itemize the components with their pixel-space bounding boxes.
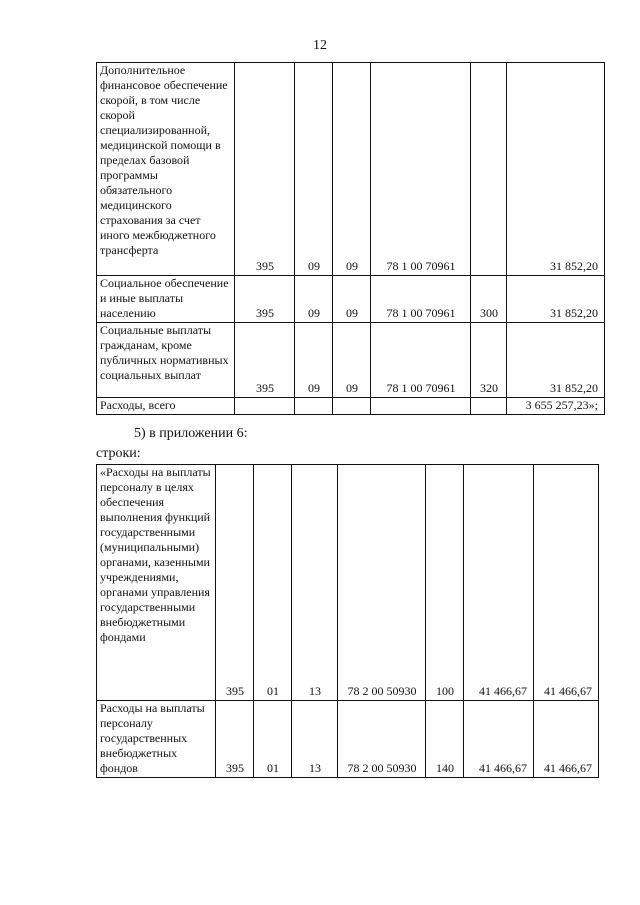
admin-code-cell: 395 <box>216 465 254 701</box>
table-row <box>97 398 605 415</box>
table-row <box>97 63 605 276</box>
target-article-cell: 78 2 00 50930 <box>338 701 426 778</box>
target-article-cell: 78 1 00 70961 <box>371 276 471 323</box>
row-name-cell: Социальное обеспечение и иные выплаты населению <box>97 276 235 323</box>
row-name-cell: Расходы на выплаты персоналу государственных внебюджетных фондов <box>97 701 216 778</box>
target-article-cell: 78 1 00 70961 <box>371 323 471 398</box>
subsection-code-cell <box>333 398 371 415</box>
row-name-cell: Социальные выплаты гражданам, кроме публичных нормативных социальных выплат <box>97 323 235 398</box>
subsection-code-cell: 09 <box>333 276 371 323</box>
budget-table-2 <box>96 464 599 778</box>
section-subheading: строки: <box>96 446 141 461</box>
admin-code-cell: 395 <box>216 701 254 778</box>
table-row <box>97 276 605 323</box>
section-code-cell: 01 <box>254 701 292 778</box>
budget-table-1 <box>96 62 605 415</box>
section-code-cell: 09 <box>295 323 333 398</box>
section-code-cell: 09 <box>295 276 333 323</box>
subsection-code-cell: 13 <box>292 465 338 701</box>
target-article-cell: 78 1 00 70961 <box>371 63 471 276</box>
row-name-cell: Дополнительное финансовое обеспечение скорой, в том числе скорой специализированной, медицинской помощи в пределах базовой программы обязательного медицинского страхования за счет иного межбюджетного трансферта <box>97 63 235 276</box>
amount-cell: 31 852,20 <box>507 276 605 323</box>
target-article-cell <box>371 398 471 415</box>
amount-cell: 31 852,20 <box>507 323 605 398</box>
section-heading: 5) в приложении 6: <box>134 426 248 441</box>
amount-cell-2: 41 466,67 <box>534 465 599 701</box>
expense-type-cell: 320 <box>471 323 507 398</box>
section-code-cell <box>295 398 333 415</box>
page-number: 12 <box>313 38 327 53</box>
section-code-cell: 01 <box>254 465 292 701</box>
expense-type-cell: 140 <box>426 701 464 778</box>
admin-code-cell: 395 <box>235 323 295 398</box>
expense-type-cell: 300 <box>471 276 507 323</box>
admin-code-cell: 395 <box>235 276 295 323</box>
subsection-code-cell: 09 <box>333 323 371 398</box>
table-row <box>97 701 599 778</box>
amount-cell: 41 466,67 <box>464 701 534 778</box>
target-article-cell: 78 2 00 50930 <box>338 465 426 701</box>
amount-cell-2: 41 466,67 <box>534 701 599 778</box>
expense-type-cell: 100 <box>426 465 464 701</box>
admin-code-cell <box>235 398 295 415</box>
table-row <box>97 465 599 701</box>
row-name-cell: Расходы, всего <box>97 398 235 415</box>
amount-cell: 41 466,67 <box>464 465 534 701</box>
amount-cell: 31 852,20 <box>507 63 605 276</box>
section-code-cell: 09 <box>295 63 333 276</box>
expense-type-cell <box>471 398 507 415</box>
row-name-cell: «Расходы на выплаты персоналу в целях обеспечения выполнения функций государственными (муниципальными) органами, казенными учреждениями, органами управления государственными внебюджетными фондами <box>97 465 216 701</box>
expense-type-cell <box>471 63 507 276</box>
total-amount-cell: 3 655 257,23»; <box>507 398 605 415</box>
subsection-code-cell: 13 <box>292 701 338 778</box>
admin-code-cell: 395 <box>235 63 295 276</box>
table-row <box>97 323 605 398</box>
subsection-code-cell: 09 <box>333 63 371 276</box>
